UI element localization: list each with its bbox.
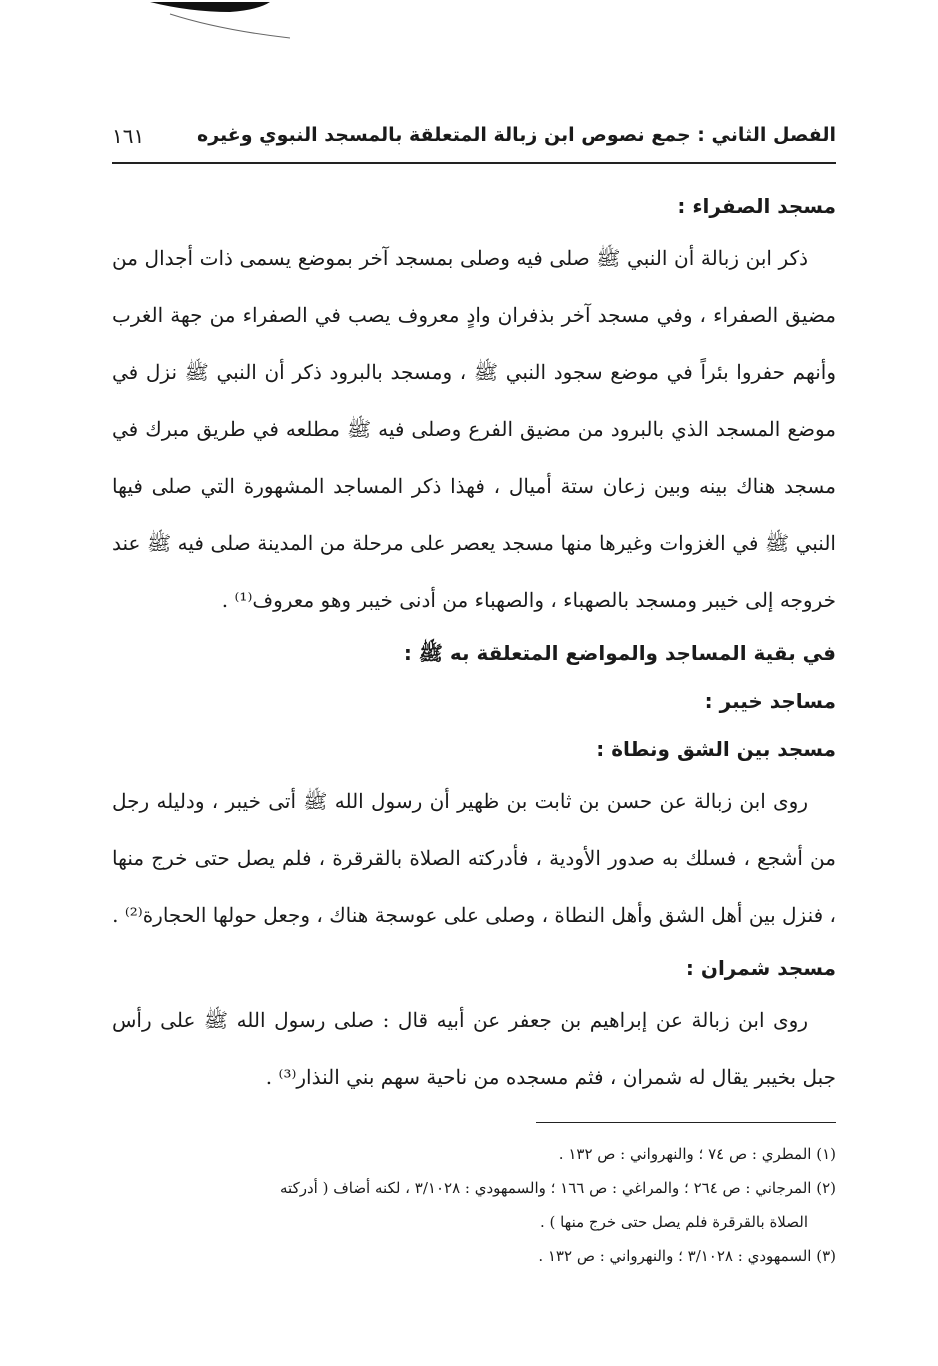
footnote-3: (٣) السمهودي : ٣/١٠٢٨ ؛ والنهرواني : ص ١٣٢ . [538, 1247, 836, 1265]
page-number: ١٦١ [112, 124, 145, 148]
footnotes [112, 1137, 836, 1273]
paragraph-shaq-natat: روى ابن زبالة عن حسن بن ثابت بن ظهير أن رسول الله ﷺ أتى خيبر ، ودليله رجل من أشجع ، فسلك به صدور الأودية ، فأدركته الصلاة بالقرقرة ، فلم يصل حتى خرج منها ، فنزل بين أهل الشق وأهل النطاة ، وصلى على عوسجة هناك ، وجعل حولها الحجارة⁽²⁾ . [112, 789, 836, 927]
footnote-separator [536, 1122, 836, 1123]
paragraph-safra: ذكر ابن زبالة أن النبي ﷺ صلى فيه وصلى بمسجد آخر بموضع يسمى ذات أجدال من مضيق الصفراء ، وفي مسجد آخر بذفران وادٍ معروف يصب في الصفراء من جهة الغرب وأنهم حفروا بئراً في موضع سجود النبي ﷺ ، ومسجد بالبرود ذكر أن النبي ﷺ نزل في موضع المسجد الذي بالبرود من مضيق الفرع وصلى فيه ﷺ مطلعه في طريق مبرك في مسجد هناك بينه وبين زعان ستة أميال ، فهذا ذكر المساجد المشهورة التي صلى فيها النبي ﷺ في الغزوات وغيرها منها مسجد يعصر على مرحلة من المدينة صلى فيه ﷺ عند خروجه إلى خيبر ومسجد بالصهباء ، والصهباء من أدنى خيبر وهو معروف⁽¹⁾ . [112, 246, 836, 612]
book-page [112, 118, 836, 1273]
footnote-2-continuation: الصلاة بالقرقرة فلم يصل حتى خرج منها ) . [539, 1213, 808, 1231]
scan-artifact-mark [140, 0, 300, 40]
section-heading-remaining-mosques: في بقية المساجد والمواضع المتعلقة به ﷺ : [403, 641, 836, 665]
chapter-title: الفصل الثاني : جمع نصوص ابن زبالة المتعلقة بالمسجد النبوي وغيره [196, 124, 836, 146]
running-header [112, 118, 836, 164]
footnote-2: (٢) المرجاني : ص ٢٦٤ ؛ والمراغي : ص ١٦٦ ؛ والسمهودي : ٣/١٠٢٨ ، لكنه أضاف ( أدركته [280, 1179, 836, 1197]
footnote-1: (١) المطري : ص ٧٤ ؛ والنهرواني : ص ١٣٢ . [558, 1145, 836, 1163]
section-heading-khaybar-mosques: مساجد خيبر : [704, 689, 836, 713]
section-heading-safra: مسجد الصفراء : [677, 194, 836, 218]
paragraph-shamran: روى ابن زبالة عن إبراهيم بن جعفر عن أبيه قال : صلى رسول الله ﷺ على رأس جبل بخيبر يقال له شمران ، فثم مسجده من ناحية سهم بني النذار⁽³⁾ . [112, 1008, 836, 1089]
section-heading-shamran: مسجد شمران : [685, 956, 836, 980]
section-heading-shaq-natat: مسجد بين الشق ونطاة : [596, 737, 836, 761]
